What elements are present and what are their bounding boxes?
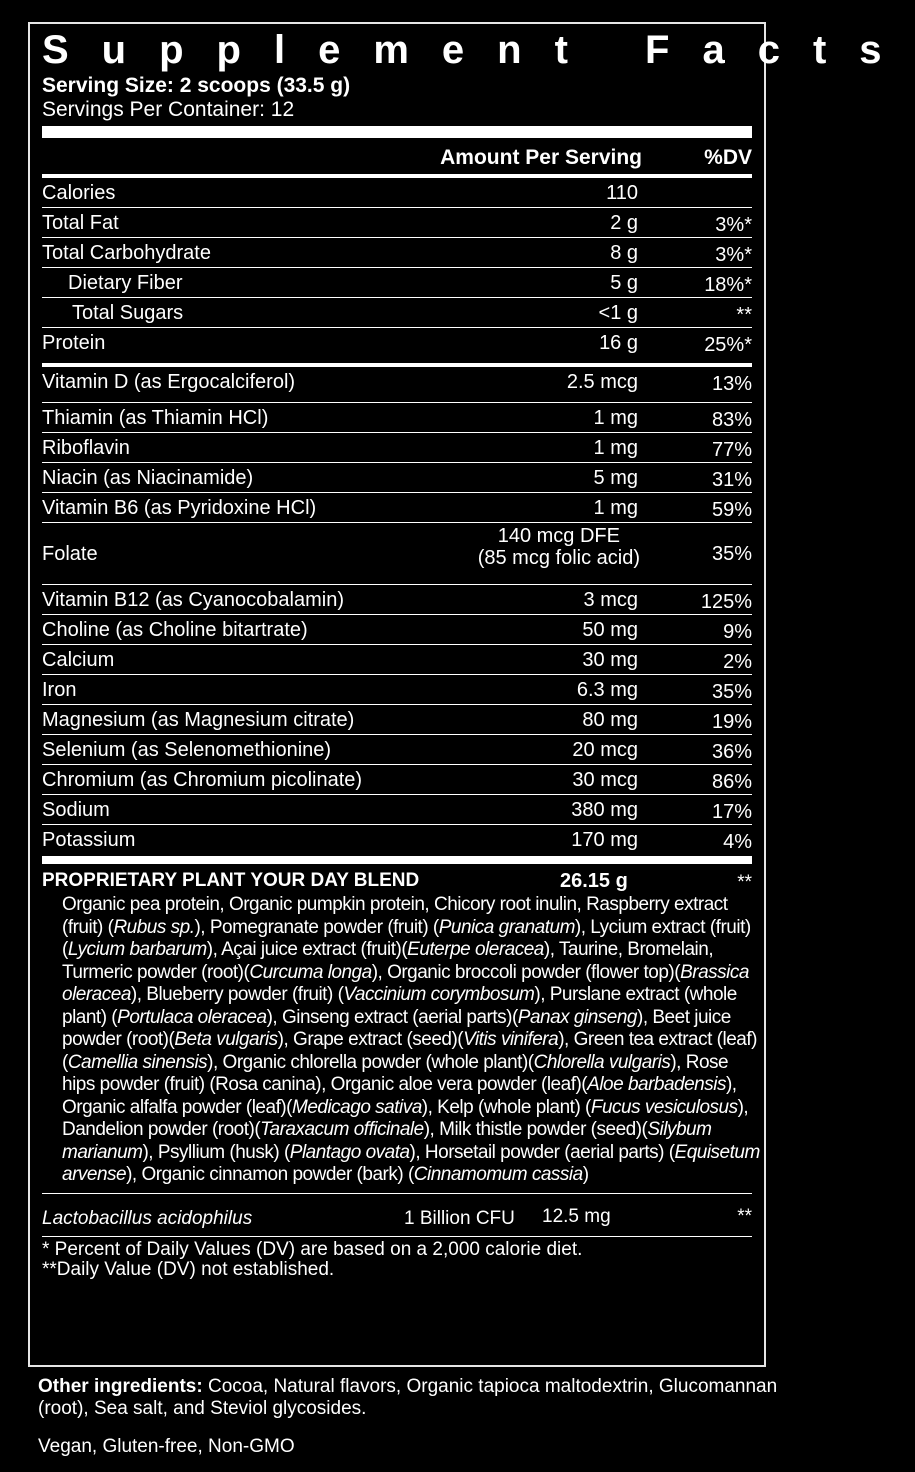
botanical-name: Portulaca oleracea	[117, 1006, 267, 1028]
blend-header	[42, 864, 752, 892]
botanical-name: Euterpe oleracea	[407, 939, 544, 960]
botanical-name: Taraxacum officinale	[260, 1119, 424, 1140]
nutrient-row	[42, 208, 752, 237]
nutrient-name: Total Fat	[42, 212, 119, 234]
ingredient-text: ), Blueberry powder (fruit) (	[130, 984, 344, 1005]
blend-amount: 26.15 g	[560, 870, 628, 892]
vitamin-rows	[42, 367, 752, 522]
thick-divider	[42, 856, 752, 864]
supplement-facts-panel	[28, 22, 915, 1367]
nutrient-amount: 170 mg	[571, 829, 638, 851]
lacto-name: Lactobacillus acidophilus	[42, 1207, 253, 1229]
botanical-name: Plantago ovata	[289, 1141, 410, 1163]
ingredient-text: ), Organic alfalfa powder (leaf)(	[62, 1074, 737, 1118]
nutrient-row	[42, 178, 752, 207]
botanical-name: Silybum marianum	[62, 1119, 712, 1163]
botanical-name: Medicago sativa	[292, 1096, 422, 1118]
ingredient-text: ), Lycium extract (fruit)(	[62, 916, 751, 960]
blend-dv: **	[737, 872, 752, 893]
footnotes	[42, 1237, 752, 1280]
botanical-name: Camellia sinensis	[67, 1051, 208, 1073]
nutrient-amount: 1 mg	[593, 407, 638, 429]
nutrient-amount: 80 mg	[582, 709, 638, 731]
nutrient-dv: **	[736, 304, 752, 326]
botanical-name: Cinnamomum cassia	[413, 1164, 583, 1185]
lacto-dv: **	[737, 1205, 752, 1227]
lacto-amount: 12.5 mg	[542, 1205, 611, 1227]
nutrient-dv: 86%	[711, 771, 752, 793]
ingredient-text: ), Kelp (whole plant) (	[421, 1096, 591, 1118]
nutrient-row	[42, 735, 752, 764]
nutrient-row	[42, 705, 752, 734]
column-header	[42, 138, 752, 174]
nutrient-dv: 19%	[711, 711, 752, 733]
nutrient-dv: 31%	[711, 469, 752, 491]
nutrient-row	[42, 328, 752, 363]
nutrient-amount: 2 g	[610, 212, 638, 234]
amount-header: Amount Per Serving	[440, 146, 642, 169]
serving-size: Serving Size: 2 scoops (33.5 g)	[42, 74, 351, 97]
footnote-dv: * Percent of Daily Values (DV) are based on a 2,000 calorie diet.	[42, 1238, 583, 1260]
botanical-name: Equisetum arvense	[62, 1141, 760, 1185]
nutrient-name: Vitamin D (as Ergocalciferol)	[42, 371, 296, 393]
panel-title: Supplement Facts	[42, 28, 915, 72]
ingredient-text: ), Rose hips powder (fruit) (Rosa canina), Organic aloe vera powder (leaf)(	[62, 1051, 729, 1095]
nutrient-row	[42, 585, 752, 614]
nutrient-amount: 3 mcg	[583, 589, 638, 611]
nutrient-row	[42, 298, 752, 327]
blend-ingredients	[62, 892, 762, 1187]
lacto-count: 1 Billion CFU	[404, 1207, 515, 1229]
botanical-name: Panax ginseng	[517, 1006, 637, 1028]
nutrient-name: Choline (as Choline bitartrate)	[42, 619, 308, 641]
ingredient-text: ), Psyllium (husk) (	[142, 1141, 290, 1163]
nutrient-name: Potassium	[42, 829, 136, 851]
nutrient-name: Chromium (as Chromium picolinate)	[42, 769, 363, 791]
dv-header: %DV	[704, 146, 752, 169]
nutrient-name: Total Sugars	[72, 302, 184, 324]
botanical-name: Rubus sp.	[113, 916, 195, 938]
nutrient-row	[42, 615, 752, 644]
nutrient-row	[42, 493, 752, 522]
nutrient-name: Iron	[42, 679, 77, 701]
botanical-name: Chlorella vulgaris	[533, 1051, 671, 1073]
ingredient-text: ), Beet juice powder (root)(	[62, 1006, 731, 1050]
nutrient-name: Dietary Fiber	[68, 272, 183, 294]
nutrient-row	[42, 238, 752, 267]
botanical-name: Vitis vinifera	[463, 1029, 559, 1050]
nutrient-amount	[478, 525, 640, 569]
lacto-row	[42, 1194, 752, 1232]
nutrient-name: Sodium	[42, 799, 110, 821]
nutrient-amount: 30 mg	[582, 649, 638, 671]
nutrient-dv: 36%	[711, 741, 752, 763]
claims: Vegan, Gluten-free, Non-GMO	[38, 1436, 295, 1457]
ingredient-text: Organic pea protein, Organic pumpkin protein, Chicory root inulin, Raspberry extract (fruit) (	[62, 894, 728, 938]
botanical-name: Fucus vesiculosus	[590, 1096, 738, 1118]
nutrient-name: Vitamin B12 (as Cyanocobalamin)	[42, 589, 345, 611]
nutrient-amount: 20 mcg	[572, 739, 638, 761]
folate-amount-line1: 140 mcg DFE	[497, 525, 620, 547]
nutrient-row	[42, 367, 752, 402]
other-ingredients-label: Other ingredients:	[38, 1376, 203, 1397]
thick-divider	[42, 126, 752, 138]
footnote-not-established: **Daily Value (DV) not established.	[42, 1258, 335, 1280]
ingredient-text: ), Grape extract (seed)(	[277, 1029, 464, 1050]
nutrient-amount: 110	[606, 182, 638, 204]
nutrient-dv: 59%	[711, 499, 752, 521]
nutrient-row	[42, 268, 752, 297]
ingredient-text: ), Açai juice extract (fruit)(	[206, 939, 408, 960]
ingredient-text: ), Organic chlorella powder (whole plant)(	[207, 1051, 534, 1073]
nutrient-name: Calories	[42, 182, 116, 204]
nutrient-dv: 35%	[711, 681, 752, 703]
nutrient-row	[42, 433, 752, 462]
ingredient-text: ), Ginseng extract (aerial parts)(	[266, 1006, 518, 1028]
nutrient-name: Total Carbohydrate	[42, 242, 211, 264]
nutrient-row	[42, 765, 752, 794]
nutrient-dv: 35%	[711, 543, 752, 565]
nutrient-amount: 2.5 mcg	[566, 371, 638, 393]
botanical-name: Lycium barbarum	[67, 939, 207, 960]
nutrient-amount: 8 g	[610, 242, 638, 264]
ingredient-text: ), Organic broccoli powder (flower top)(	[371, 961, 681, 983]
nutrient-name: Calcium	[42, 649, 115, 671]
nutrient-dv: 3%*	[715, 214, 752, 236]
mineral-rows	[42, 585, 752, 854]
nutrient-dv: 13%	[711, 373, 752, 395]
nutrient-name: Folate	[42, 543, 98, 565]
nutrient-row	[42, 403, 752, 432]
nutrient-amount: 50 mg	[582, 619, 638, 641]
nutrient-amount: <1 g	[598, 302, 638, 324]
nutrient-name: Selenium (as Selenomethionine)	[42, 739, 332, 761]
servings-per-container: Servings Per Container: 12	[42, 98, 295, 121]
nutrient-row-folate	[42, 523, 752, 584]
botanical-name: Aloe barbadensis	[587, 1074, 726, 1095]
nutrient-row	[42, 675, 752, 704]
nutrient-amount: 5 mg	[593, 467, 638, 489]
nutrient-amount: 16 g	[599, 332, 638, 354]
nutrient-dv: 125%	[700, 591, 752, 613]
botanical-name: Curcuma longa	[249, 961, 372, 983]
botanical-name: Punica granatum	[438, 916, 575, 938]
other-ingredients	[38, 1376, 778, 1420]
nutrient-dv: 18%*	[704, 274, 752, 296]
nutrient-amount: 1 mg	[593, 437, 638, 459]
nutrient-row	[42, 825, 752, 854]
nutrient-dv: 83%	[711, 409, 752, 431]
nutrient-name: Thiamin (as Thiamin HCl)	[42, 407, 269, 429]
nutrient-row	[42, 463, 752, 492]
nutrient-amount: 380 mg	[571, 799, 638, 821]
ingredient-text: ), Organic cinnamon powder (bark) (	[126, 1164, 414, 1185]
ingredient-text: ), Purslane extract (whole plant) (	[62, 984, 737, 1028]
ingredient-text: ), Taurine, Bromelain, Turmeric powder (root)(	[62, 939, 714, 983]
nutrient-name: Vitamin B6 (as Pyridoxine HCl)	[42, 497, 317, 519]
ingredient-text: )	[582, 1164, 589, 1185]
nutrient-name: Magnesium (as Magnesium citrate)	[42, 709, 355, 731]
macro-rows	[42, 178, 752, 363]
nutrient-name: Riboflavin	[42, 437, 130, 459]
nutrient-dv: 77%	[711, 439, 752, 461]
botanical-name: Vaccinium corymbosum	[343, 984, 535, 1005]
ingredient-text: ), Pomegranate powder (fruit) (	[194, 916, 439, 938]
nutrient-row	[42, 795, 752, 824]
nutrient-dv: 9%	[723, 621, 752, 643]
nutrient-amount: 5 g	[610, 272, 638, 294]
blend-name: PROPRIETARY PLANT YOUR DAY BLEND	[42, 870, 420, 891]
nutrient-row	[42, 645, 752, 674]
nutrient-dv: 25%*	[704, 334, 752, 356]
nutrient-name: Protein	[42, 332, 106, 354]
nutrient-name: Niacin (as Niacinamide)	[42, 467, 254, 489]
nutrient-amount: 1 mg	[593, 497, 638, 519]
nutrient-dv: 3%*	[715, 244, 752, 266]
ingredient-text: ), Milk thistle powder (seed)(	[423, 1119, 648, 1140]
other-ingredients-text: Cocoa, Natural flavors, Organic tapioca maltodextrin, Glucomannan (root), Sea salt, and Steviol glycosides.	[38, 1376, 778, 1419]
nutrient-dv: 17%	[711, 801, 752, 823]
ingredient-text: ), Dandelion powder (root)(	[62, 1096, 749, 1140]
ingredient-text: ), Green tea extract (leaf)(	[62, 1029, 757, 1073]
nutrient-amount: 30 mcg	[572, 769, 638, 791]
folate-amount-line2: (85 mcg folic acid)	[477, 547, 640, 569]
ingredient-text: ), Horsetail powder (aerial parts) (	[409, 1141, 675, 1163]
botanical-name: Brassica oleracea	[62, 961, 749, 1005]
nutrient-amount: 6.3 mg	[576, 679, 638, 701]
nutrient-dv: 4%	[723, 831, 752, 853]
botanical-name: Beta vulgaris	[174, 1029, 278, 1050]
nutrient-dv: 2%	[723, 651, 752, 673]
